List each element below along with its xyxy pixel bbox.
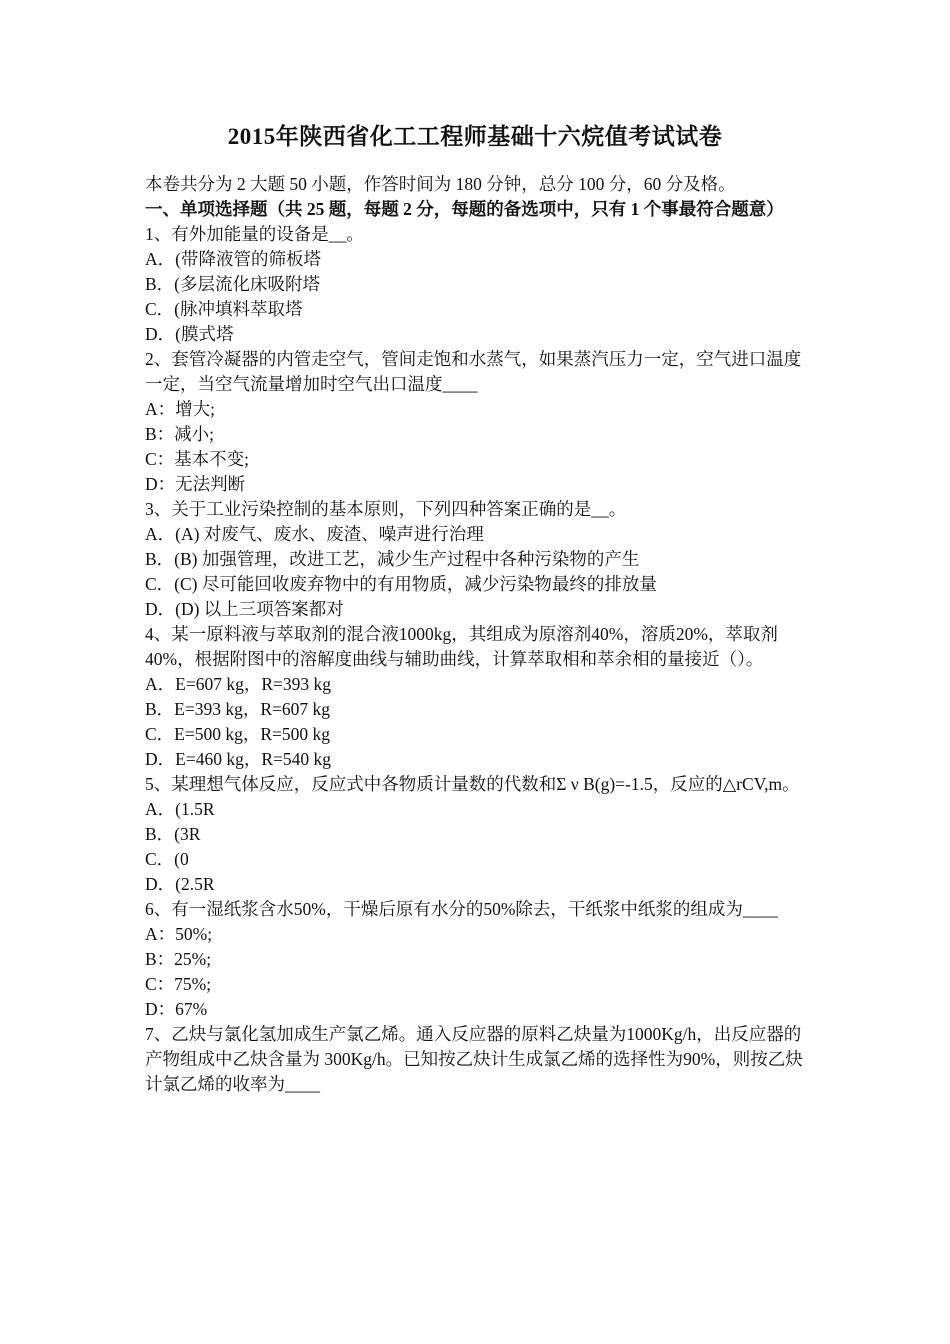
question-stem: 1、有外加能量的设备是__。 <box>145 224 364 244</box>
option: A．(1.5R <box>145 799 215 819</box>
document-title: 2015年陕西省化工工程师基础十六烷值考试试卷 <box>227 124 723 149</box>
option: B：减小; <box>145 424 215 444</box>
option: D．(D) 以上三项答案都对 <box>145 599 344 619</box>
question <box>145 497 810 622</box>
question-stem: 4、某一原料液与萃取剂的混合液1000kg，其组成为原溶剂40%，溶质20%，萃取剂40%，根据附图中的溶解度曲线与辅助曲线，计算萃取相和萃余相的量接近（）。 <box>145 624 778 669</box>
option: C．(脉冲填料萃取塔 <box>145 299 303 319</box>
option: C．(0 <box>145 849 189 869</box>
option: B．(B) 加强管理，改进工艺，减少生产过程中各种污染物的产生 <box>145 549 640 569</box>
question <box>145 897 810 1022</box>
question <box>145 772 810 897</box>
option: C．(C) 尽可能回收废弃物中的有用物质，减少污染物最终的排放量 <box>145 574 657 594</box>
question-stem: 6、有一湿纸浆含水50%，干燥后原有水分的50%除去，干纸浆中纸浆的组成为____ <box>145 899 778 919</box>
question <box>145 622 810 772</box>
option: C：基本不变; <box>145 449 250 469</box>
question <box>145 347 810 497</box>
option: A．E=607 kg，R=393 kg <box>145 674 331 694</box>
option: B．(多层流化床吸附塔 <box>145 274 320 294</box>
option: A：50%; <box>145 924 213 944</box>
option: A．(A) 对废气、废水、废渣、噪声进行治理 <box>145 524 484 544</box>
option: C：75%; <box>145 974 212 994</box>
question-stem: 5、某理想气体反应，反应式中各物质计量数的代数和Σ ν B(g)=-1.5，反应的△rCV,m。 <box>145 774 800 794</box>
option: C．E=500 kg，R=500 kg <box>145 724 331 744</box>
question-stem: 7、乙炔与氯化氢加成生产氯乙烯。通入反应器的原料乙炔量为1000Kg/h，出反应器的产物组成中乙炔含量为 300Kg/h。已知按乙炔计生成氯乙烯的选择性为90%，则按乙炔计氯乙烯的收率为____ <box>145 1024 803 1094</box>
option: B：25%; <box>145 949 212 969</box>
option: D．E=460 kg，R=540 kg <box>145 749 331 769</box>
option: B．E=393 kg，R=607 kg <box>145 699 331 719</box>
document-body <box>145 172 810 1097</box>
section-heading: 一、单项选择题（共 25 题，每题 2 分，每题的备选项中，只有 1 个事最符合题意） <box>145 199 784 219</box>
option: D．(2.5R <box>145 874 215 894</box>
option: A．(带降液管的筛板塔 <box>145 249 321 269</box>
option: B．(3R <box>145 824 201 844</box>
option: D：无法判断 <box>145 474 246 494</box>
exam-intro: 本卷共分为 2 大题 50 小题，作答时间为 180 分钟，总分 100 分，60 分及格。 <box>145 174 736 194</box>
option: A：增大; <box>145 399 215 419</box>
question-stem: 3、关于工业污染控制的基本原则，下列四种答案正确的是__。 <box>145 499 627 519</box>
option: D．(膜式塔 <box>145 324 234 344</box>
option: D：67% <box>145 999 208 1019</box>
question-stem: 2、套管冷凝器的内管走空气，管间走饱和水蒸气，如果蒸汽压力一定，空气进口温度一定，当空气流量增加时空气出口温度____ <box>145 349 802 394</box>
question <box>145 1022 810 1097</box>
question <box>145 222 810 347</box>
